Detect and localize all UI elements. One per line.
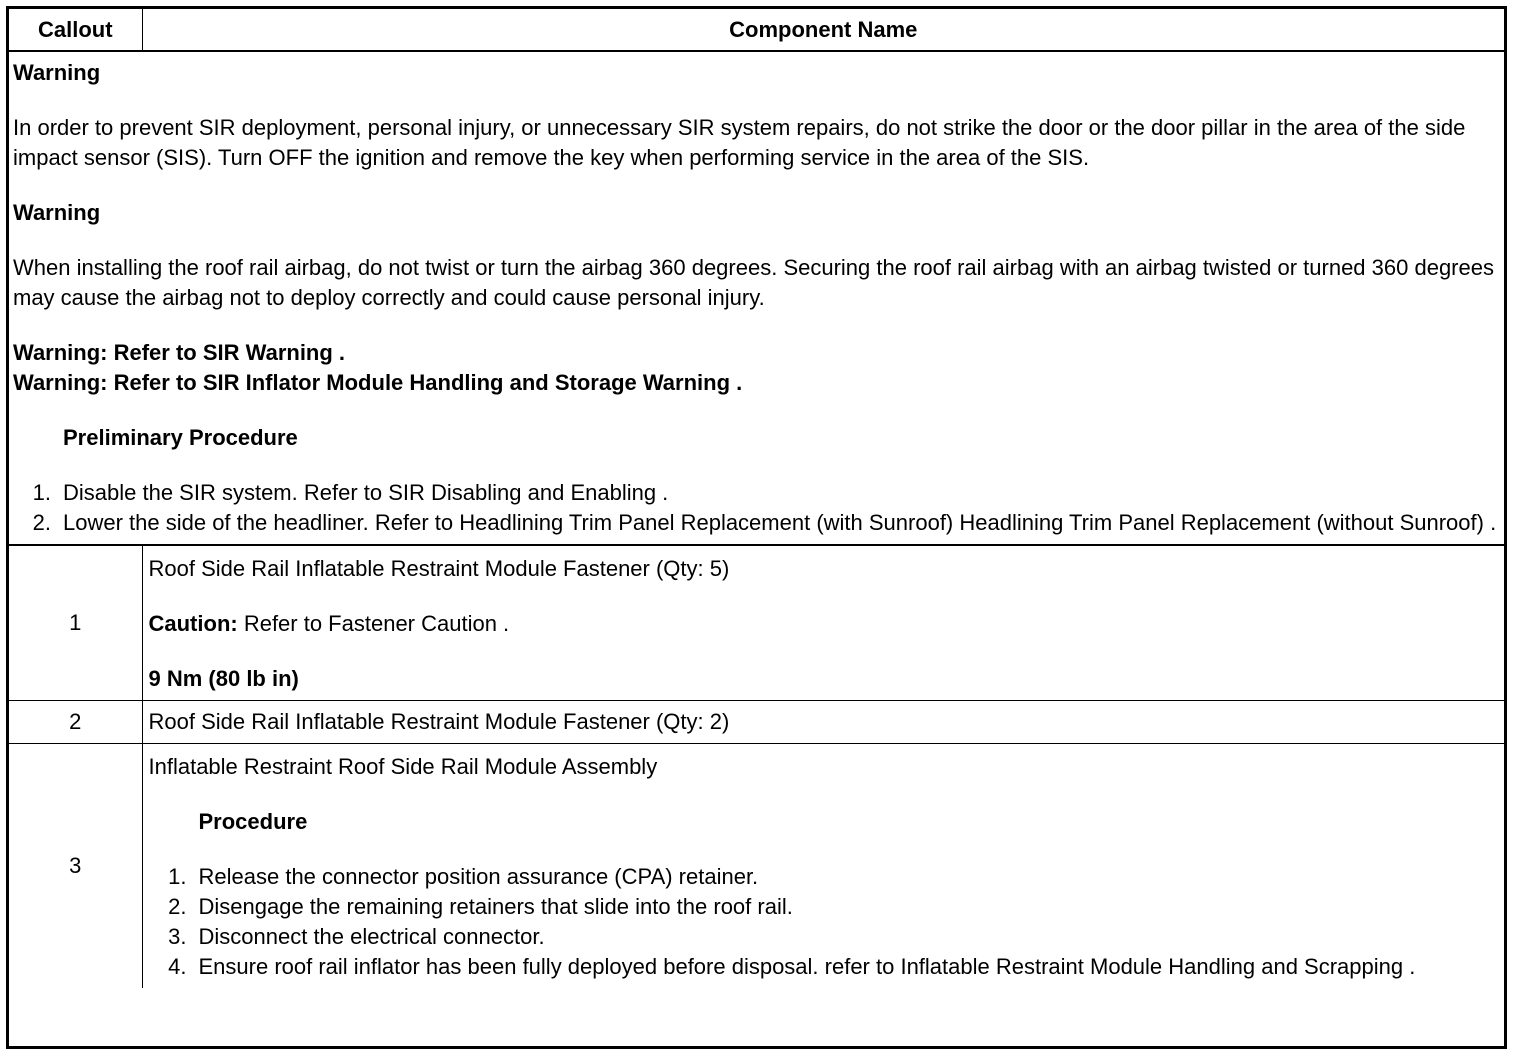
- procedure-steps-list: [149, 862, 1499, 982]
- caution-line: [149, 609, 1499, 639]
- torque-spec: 9 Nm (80 lb in): [148, 666, 299, 691]
- warning-text-airbag-twist: When installing the roof rail airbag, do not twist or turn the airbag 360 degrees. Securing the roof rail airbag with an airbag twisted or turned 360 degrees may cause the airbag not to deploy correctly and could cause personal injury.: [13, 255, 1494, 310]
- table-row: [9, 545, 1504, 701]
- list-item: [149, 892, 1499, 922]
- component-cell: [142, 744, 1504, 989]
- component-name: Inflatable Restraint Roof Side Rail Module Assembly: [148, 754, 658, 779]
- warning-title: Warning: [13, 60, 101, 85]
- step-number: 2.: [168, 894, 187, 919]
- step-number: 1.: [32, 480, 51, 505]
- step-number: 3.: [168, 924, 187, 949]
- step-number: 1.: [168, 864, 187, 889]
- component-table: [9, 9, 1504, 988]
- callout-number: 3: [9, 744, 142, 989]
- list-item: [13, 508, 1498, 538]
- callout-number: 2: [9, 701, 142, 744]
- table-row: [9, 701, 1504, 744]
- list-item: [149, 952, 1499, 982]
- warning-inflator-handling-link[interactable]: Warning: Refer to SIR Inflator Module Handling and Storage Warning .: [13, 370, 743, 395]
- component-cell: [142, 545, 1504, 701]
- step-text[interactable]: Lower the side of the headliner. Refer to Headlining Trim Panel Replacement (with Sunroof) Headlining Trim Panel Replacement (without Sunroof) .: [63, 510, 1497, 535]
- step-number: 4.: [168, 954, 187, 979]
- list-item: [13, 478, 1498, 508]
- step-text[interactable]: Disable the SIR system. Refer to SIR Disabling and Enabling .: [63, 480, 669, 505]
- header-callout: Callout: [9, 9, 142, 51]
- component-name: Roof Side Rail Inflatable Restraint Module Fastener (Qty: 2): [148, 709, 730, 734]
- list-item: [149, 862, 1499, 892]
- component-name: Roof Side Rail Inflatable Restraint Module Fastener (Qty: 5): [148, 556, 730, 581]
- component-table-frame: [6, 6, 1507, 1049]
- notes-row: [9, 51, 1504, 545]
- step-text[interactable]: Ensure roof rail inflator has been fully deployed before disposal. refer to Inflatable Restraint Module Handling and Scrapping .: [198, 954, 1416, 979]
- preliminary-steps-list: [13, 478, 1498, 538]
- step-number: 2.: [32, 510, 51, 535]
- step-text: Release the connector position assurance (CPA) retainer.: [198, 864, 759, 889]
- header-component-name: Component Name: [142, 9, 1504, 51]
- caution-link[interactable]: Refer to Fastener Caution .: [237, 611, 510, 636]
- step-text: Disconnect the electrical connector.: [198, 924, 545, 949]
- table-header-row: [9, 9, 1504, 51]
- warning-title: Warning: [13, 200, 101, 225]
- component-cell: [142, 701, 1504, 744]
- caution-label: Caution:: [148, 611, 238, 636]
- step-text: Disengage the remaining retainers that slide into the roof rail.: [198, 894, 793, 919]
- procedure-title: Procedure: [198, 809, 308, 834]
- callout-number: 1: [9, 545, 142, 701]
- notes-cell: [9, 51, 1504, 545]
- warning-text-sis: In order to prevent SIR deployment, personal injury, or unnecessary SIR system repairs, do not strike the door or the door pillar in the area of the side impact sensor (SIS). Turn OFF the ignition and remove the key when performing service in the area of the SIS.: [13, 115, 1466, 170]
- table-row: [9, 744, 1504, 989]
- preliminary-procedure-title: Preliminary Procedure: [63, 425, 298, 450]
- list-item: [149, 922, 1499, 952]
- warning-sir-link[interactable]: Warning: Refer to SIR Warning .: [13, 340, 346, 365]
